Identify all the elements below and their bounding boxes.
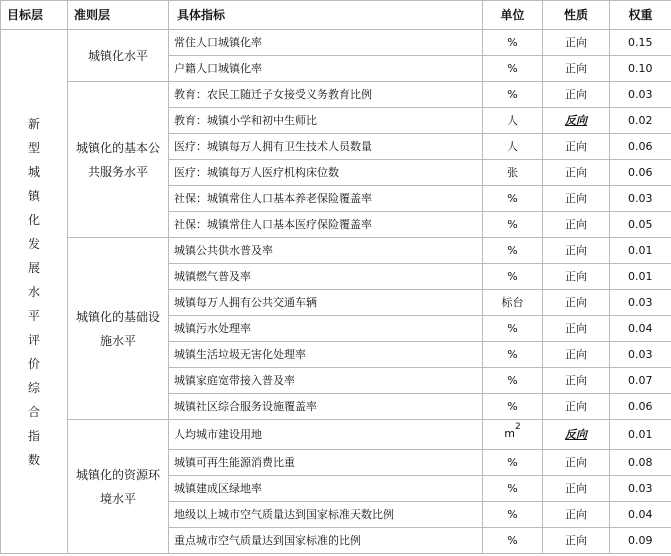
nature-positive: 正向 <box>565 269 587 283</box>
unit-value: % <box>507 243 518 257</box>
weight-cell: 0.06 <box>610 160 671 186</box>
unit-value: m <box>504 427 515 441</box>
unit-value: % <box>507 87 518 101</box>
nature-positive: 正向 <box>565 373 587 387</box>
nature-cell <box>543 528 610 554</box>
indicator-cell: 教育：农民工随迁子女接受义务教育比例 <box>169 82 483 108</box>
indicator-cell: 社保：城镇常住人口基本医疗保险覆盖率 <box>169 212 483 238</box>
unit-value: % <box>507 399 518 413</box>
indicator-cell: 社保：城镇常住人口基本养老保险覆盖率 <box>169 186 483 212</box>
weight-cell: 0.04 <box>610 502 671 528</box>
criterion-cell: 城镇化水平 <box>68 30 169 82</box>
unit-cell <box>483 212 543 238</box>
header-goal: 目标层 <box>1 1 68 30</box>
nature-cell <box>543 160 610 186</box>
indicator-cell: 城镇每万人拥有公共交通车辆 <box>169 290 483 316</box>
goal-label: 新型城镇化发展水平评价综合指数 <box>27 116 40 467</box>
table-row <box>1 420 671 450</box>
unit-cell <box>483 528 543 554</box>
nature-positive: 正向 <box>565 455 587 469</box>
nature-positive: 正向 <box>565 243 587 257</box>
indicator-cell: 城镇公共供水普及率 <box>169 238 483 264</box>
indicator-cell: 户籍人口城镇化率 <box>169 56 483 82</box>
unit-cell <box>483 394 543 420</box>
unit-value: % <box>507 455 518 469</box>
nature-positive: 正向 <box>565 139 587 153</box>
unit-cell <box>483 30 543 56</box>
indicator-cell: 城镇社区综合服务设施覆盖率 <box>169 394 483 420</box>
nature-positive: 正向 <box>565 61 587 75</box>
indicator-cell: 地级以上城市空气质量达到国家标准天数比例 <box>169 502 483 528</box>
nature-cell <box>543 82 610 108</box>
weight-cell: 0.10 <box>610 56 671 82</box>
unit-value: 标台 <box>501 295 524 309</box>
unit-value: % <box>507 269 518 283</box>
unit-superscript: 2 <box>514 422 521 433</box>
goal-cell <box>1 30 68 554</box>
unit-value: % <box>507 507 518 521</box>
table-row <box>1 238 671 264</box>
nature-cell <box>543 264 610 290</box>
nature-positive: 正向 <box>565 35 587 49</box>
unit-value: % <box>507 321 518 335</box>
nature-cell <box>543 56 610 82</box>
indicator-cell: 常住人口城镇化率 <box>169 30 483 56</box>
nature-cell <box>543 502 610 528</box>
nature-positive: 正向 <box>565 165 587 179</box>
unit-cell <box>483 186 543 212</box>
nature-positive: 正向 <box>565 191 587 205</box>
weight-cell: 0.08 <box>610 450 671 476</box>
unit-value: % <box>507 533 518 547</box>
weight-cell: 0.01 <box>610 420 671 450</box>
indicator-cell: 城镇建成区绿地率 <box>169 476 483 502</box>
indicator-cell: 城镇家庭宽带接入普及率 <box>169 368 483 394</box>
unit-value: 张 <box>507 165 518 179</box>
weight-cell: 0.01 <box>610 238 671 264</box>
nature-cell <box>543 368 610 394</box>
nature-cell <box>543 316 610 342</box>
header-criterion: 准则层 <box>68 1 169 30</box>
unit-value: % <box>507 61 518 75</box>
criterion-cell: 城镇化的资源环境水平 <box>68 420 169 554</box>
nature-positive: 正向 <box>565 533 587 547</box>
weight-cell: 0.04 <box>610 316 671 342</box>
unit-cell <box>483 316 543 342</box>
unit-value: % <box>507 481 518 495</box>
indicator-cell: 教育：城镇小学和初中生师比 <box>169 108 483 134</box>
weight-cell: 0.03 <box>610 290 671 316</box>
nature-cell <box>543 108 610 134</box>
weight-cell: 0.09 <box>610 528 671 554</box>
header-unit: 单位 <box>483 1 543 30</box>
unit-cell <box>483 502 543 528</box>
nature-cell <box>543 186 610 212</box>
nature-positive: 正向 <box>565 347 587 361</box>
nature-positive: 正向 <box>565 481 587 495</box>
nature-cell <box>543 30 610 56</box>
unit-cell <box>483 264 543 290</box>
weight-cell: 0.05 <box>610 212 671 238</box>
indicator-cell: 人均城市建设用地 <box>169 420 483 450</box>
unit-value: % <box>507 191 518 205</box>
unit-cell <box>483 108 543 134</box>
header-weight: 权重 <box>610 1 671 30</box>
unit-cell <box>483 342 543 368</box>
nature-positive: 正向 <box>565 321 587 335</box>
nature-positive: 正向 <box>565 399 587 413</box>
unit-cell <box>483 450 543 476</box>
nature-cell <box>543 342 610 368</box>
unit-cell <box>483 476 543 502</box>
weight-cell: 0.01 <box>610 264 671 290</box>
weight-cell: 0.15 <box>610 30 671 56</box>
weight-cell: 0.06 <box>610 394 671 420</box>
weight-cell: 0.07 <box>610 368 671 394</box>
nature-cell <box>543 394 610 420</box>
header-row <box>1 1 671 30</box>
weight-cell: 0.02 <box>610 108 671 134</box>
nature-cell <box>543 212 610 238</box>
criterion-cell: 城镇化的基础设施水平 <box>68 238 169 420</box>
nature-negative: 反向 <box>565 113 587 127</box>
nature-cell <box>543 476 610 502</box>
table-row <box>1 82 671 108</box>
nature-cell <box>543 134 610 160</box>
unit-value: 人 <box>507 139 518 153</box>
unit-cell <box>483 420 543 450</box>
nature-positive: 正向 <box>565 217 587 231</box>
unit-value: % <box>507 35 518 49</box>
unit-value: % <box>507 373 518 387</box>
header-indicator: 具体指标 <box>169 1 483 30</box>
weight-cell: 0.03 <box>610 186 671 212</box>
table-body <box>1 30 671 554</box>
weight-cell: 0.06 <box>610 134 671 160</box>
weight-cell: 0.03 <box>610 476 671 502</box>
indicator-cell: 城镇燃气普及率 <box>169 264 483 290</box>
nature-cell <box>543 420 610 450</box>
nature-cell <box>543 238 610 264</box>
criterion-cell: 城镇化的基本公共服务水平 <box>68 82 169 238</box>
weight-cell: 0.03 <box>610 82 671 108</box>
unit-cell <box>483 290 543 316</box>
unit-cell <box>483 160 543 186</box>
unit-value: % <box>507 347 518 361</box>
unit-cell <box>483 56 543 82</box>
indicator-cell: 医疗：城镇每万人医疗机构床位数 <box>169 160 483 186</box>
indicator-cell: 城镇污水处理率 <box>169 316 483 342</box>
indicator-cell: 重点城市空气质量达到国家标准的比例 <box>169 528 483 554</box>
weight-cell: 0.03 <box>610 342 671 368</box>
unit-cell <box>483 82 543 108</box>
nature-cell <box>543 290 610 316</box>
indicator-cell: 医疗：城镇每万人拥有卫生技术人员数量 <box>169 134 483 160</box>
header-nature: 性质 <box>543 1 610 30</box>
unit-cell <box>483 368 543 394</box>
unit-value: % <box>507 217 518 231</box>
indicator-cell: 城镇可再生能源消费比重 <box>169 450 483 476</box>
unit-value: 人 <box>507 113 518 127</box>
nature-positive: 正向 <box>565 507 587 521</box>
unit-cell <box>483 238 543 264</box>
nature-cell <box>543 450 610 476</box>
indicator-cell: 城镇生活垃圾无害化处理率 <box>169 342 483 368</box>
nature-positive: 正向 <box>565 87 587 101</box>
nature-positive: 正向 <box>565 295 587 309</box>
unit-cell <box>483 134 543 160</box>
nature-negative: 反向 <box>565 427 587 441</box>
table-row <box>1 30 671 56</box>
